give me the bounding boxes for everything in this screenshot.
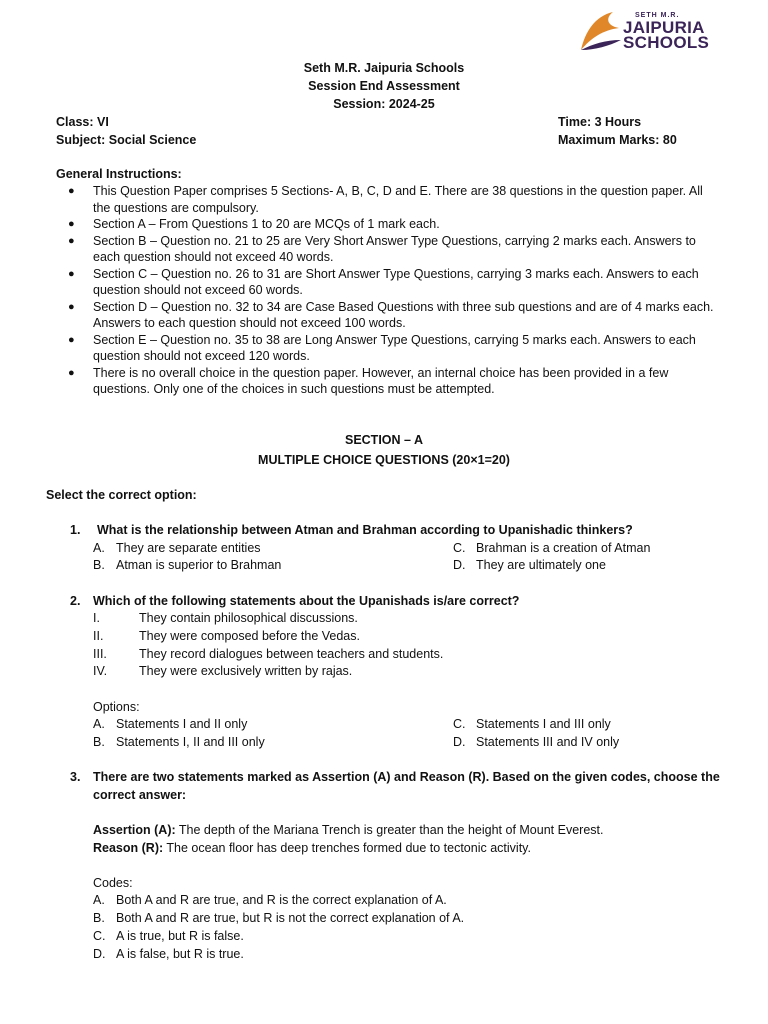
section-subtitle: MULTIPLE CHOICE QUESTIONS (20×1=20): [258, 453, 510, 467]
instruction-item: ● Section A – From Questions 1 to 20 are MCQs of 1 mark each.: [56, 216, 721, 233]
statement-text: They were composed before the Vedas.: [139, 629, 360, 643]
statement-text: They were exclusively written by rajas.: [139, 664, 353, 678]
option-letter: D.: [453, 558, 466, 572]
section-title: SECTION – A: [344, 433, 424, 447]
option-letter: A.: [93, 893, 105, 907]
option-letter: D.: [453, 735, 466, 749]
logo-line-2: SCHOOLS: [623, 33, 710, 52]
instruction-item: ● Section C – Question no. 26 to 31 are Short Answer Type Questions, carrying 3 marks each. Answers to each question should not exceed 60 words.: [56, 266, 721, 299]
reason-line: [93, 840, 531, 857]
school-name: Seth M.R. Jaipuria Schools: [303, 61, 465, 75]
class-label: Class: VI: [56, 115, 109, 129]
codes-label: Codes:: [93, 876, 133, 890]
instruction-item: ● There is no overall choice in the question paper. However, an internal choice has been provided in a few questions. Only one of the choices in such questions must be attempted.: [56, 365, 721, 398]
option-text: Statements III and IV only: [476, 735, 620, 749]
option-text: Both A and R are true, and R is the correct explanation of A.: [116, 893, 447, 907]
question-text-line-1: There are two statements marked as Assertion (A) and Reason (R). Based on the given codes, choose the: [93, 770, 720, 784]
option-text: Both A and R are true, but R is not the correct explanation of A.: [116, 911, 465, 925]
option-text: A is true, but R is false.: [116, 929, 244, 943]
subject-label: Subject: Social Science: [56, 133, 197, 147]
question-text-line-2: correct answer:: [93, 788, 187, 802]
time-label: Time: 3 Hours: [558, 115, 642, 129]
logo-main-text: [623, 20, 709, 50]
option-text: Statements I and II only: [116, 717, 248, 731]
logo-swoosh-icon: [575, 10, 625, 54]
instruction-item: ● Section E – Question no. 35 to 38 are Long Answer Type Questions, carrying 5 marks each. Answers to each question should not exceed 120 words.: [56, 332, 721, 365]
question-number: 2.: [70, 594, 81, 608]
options-label: Options:: [93, 700, 140, 714]
select-prompt: Select the correct option:: [46, 488, 197, 502]
assessment-name: Session End Assessment: [308, 79, 460, 93]
paper-header: [0, 59, 768, 113]
assertion-label: Assertion (A):: [93, 823, 176, 837]
assertion-text: The depth of the Mariana Trench is greater than the height of Mount Everest.: [178, 823, 604, 837]
paper-meta-left: [56, 113, 196, 149]
reason-text: The ocean floor has deep trenches formed due to tectonic activity.: [166, 841, 531, 855]
session-label: Session: 2024-25: [333, 97, 435, 111]
reason-label: Reason (R):: [93, 841, 164, 855]
option-text: Statements I and III only: [476, 717, 611, 731]
instruction-item: ● This Question Paper comprises 5 Sections- A, B, C, D and E. There are 38 questions in the question paper. All the questions are compulsory.: [56, 183, 721, 216]
instructions-list: [56, 183, 721, 398]
statement-number: I.: [93, 611, 100, 625]
statement-number: III.: [93, 647, 107, 661]
option-text: Statements I, II and III only: [116, 735, 265, 749]
paper-meta-right: [558, 113, 677, 149]
instruction-item: ● Section D – Question no. 32 to 34 are Case Based Questions with three sub questions and are of 4 marks each. Answers to each question should not exceed 100 words.: [56, 299, 721, 332]
option-letter: A.: [93, 541, 105, 555]
option-text: They are ultimately one: [476, 558, 606, 572]
logo-small-text: SETH M.R.: [635, 12, 680, 19]
question-text: Which of the following statements about the Upanishads is/are correct?: [93, 594, 520, 608]
option-text: Atman is superior to Brahman: [116, 558, 282, 572]
option-text: They are separate entities: [116, 541, 261, 555]
statement-text: They record dialogues between teachers and students.: [139, 647, 444, 661]
statement-number: II.: [93, 629, 104, 643]
option-letter: C.: [453, 541, 466, 555]
question-number: 3.: [70, 770, 81, 784]
question-text: What is the relationship between Atman and Brahman according to Upanishadic thinkers?: [97, 523, 633, 537]
marks-label: Maximum Marks: 80: [558, 133, 677, 147]
option-letter: C.: [93, 929, 106, 943]
option-letter: B.: [93, 911, 105, 925]
option-letter: A.: [93, 717, 105, 731]
school-logo: [575, 10, 715, 54]
logo-line-1: JAIPURIA: [623, 18, 705, 37]
instructions-title: General Instructions:: [56, 167, 182, 181]
option-letter: B.: [93, 735, 105, 749]
option-letter: D.: [93, 947, 106, 961]
statement-number: IV.: [93, 664, 108, 678]
question-number: 1.: [70, 523, 81, 537]
option-letter: B.: [93, 558, 105, 572]
instruction-item: ● Section B – Question no. 21 to 25 are Very Short Answer Type Questions, carrying 2 marks each. Answers to each question should not exceed 40 words.: [56, 233, 721, 266]
option-text: A is false, but R is true.: [116, 947, 244, 961]
option-text: Brahman is a creation of Atman: [476, 541, 651, 555]
assertion-line: [93, 822, 603, 839]
option-letter: C.: [453, 717, 466, 731]
statement-text: They contain philosophical discussions.: [139, 611, 358, 625]
